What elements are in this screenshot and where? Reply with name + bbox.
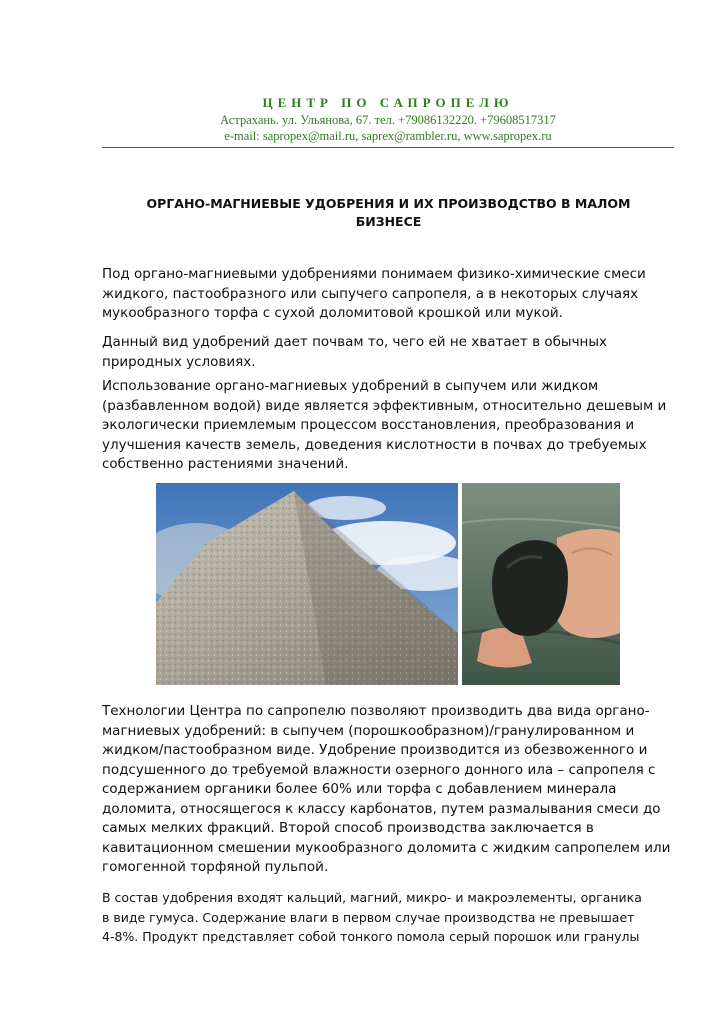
address-line: Астрахань. ул. Ульянова, 67. тел. +79086132220. +79608517317 <box>220 113 556 127</box>
text-line: жидкого, пастообразного или сыпучего сапропеля, а в некоторых случаях <box>102 285 639 302</box>
paragraph-technology <box>102 702 674 878</box>
text-line: экологически приемлемым процессом восстановления, преобразования и <box>102 417 635 433</box>
text-line: Данный вид удобрений дает почвам то, чего ей не хватает в обычных <box>102 334 608 350</box>
paragraph-benefit <box>102 333 674 372</box>
text-line: природных условиях. <box>102 353 256 370</box>
photo-dolomite-pile <box>156 483 458 685</box>
header-divider <box>102 147 674 148</box>
text-line: улучшения качеств земель, доведения кислотности в почвах до требуемых <box>102 436 647 453</box>
text-line: магниевых удобрений: в сыпучем (порошкообразном)/гранулированном и <box>102 722 635 739</box>
letterhead <box>102 94 674 144</box>
organization-name: ЦЕНТР ПО САПРОПЕЛЮ <box>262 95 514 110</box>
text-line: самых мелких фракций. Второй способ производства заключается в <box>102 820 594 836</box>
paragraph-composition <box>102 888 674 947</box>
text-line: (разбавленном водой) виде является эффективным, относительно дешевым и <box>102 397 667 414</box>
text-line: мукообразного торфа с сухой доломитовой крошкой или мукой. <box>102 305 563 321</box>
text-line: Под органо-магниевыми удобрениями понимаем физико-химические смеси <box>102 266 646 282</box>
paragraph-usage <box>102 377 674 475</box>
text-line: В состав удобрения входят кальций, магний, микро- и макроэлементы, органика <box>102 890 642 905</box>
contacts-line: e-mail: sapropex@mail.ru, saprex@rambler.ru, www.sapropex.ru <box>224 129 552 143</box>
text-line: кавитационном смешении мукообразного доломита с жидким сапропелем или <box>102 839 671 856</box>
text-line: Использование органо-магниевых удобрений в сыпучем или жидком <box>102 378 599 394</box>
text-line: гомогенной торфяной пульпой. <box>102 859 329 875</box>
text-line: Технологии Центра по сапропелю позволяют производить два вида органо- <box>102 703 650 719</box>
text-line: собственно растениями значений. <box>102 456 349 472</box>
title-line: БИЗНЕСЕ <box>355 214 422 229</box>
text-line: 4-8%. Продукт представляет собой тонкого помола серый порошок или гранулы <box>102 929 640 944</box>
text-line: доломита, относящегося к классу карбонатов, путем размалывания смеси до <box>102 800 661 817</box>
text-line: жидком/пастообразном виде. Удобрение производится из обезвоженного и <box>102 742 648 758</box>
text-line: содержанием органики более 60% или торфа с добавлением минерала <box>102 781 617 797</box>
text-line: подсушенного до требуемой влажности озерного донного ила – сапропеля с <box>102 761 656 778</box>
text-line: в виде гумуса. Содержание влаги в первом случае производства не превышает <box>102 909 635 925</box>
photo-sapropel-hands <box>462 483 620 685</box>
title-line: ОРГАНО-МАГНИЕВЫЕ УДОБРЕНИЯ И ИХ ПРОИЗВОДСТВО В МАЛОМ <box>146 196 631 211</box>
paragraph-definition <box>102 265 674 324</box>
document-title <box>116 195 661 231</box>
